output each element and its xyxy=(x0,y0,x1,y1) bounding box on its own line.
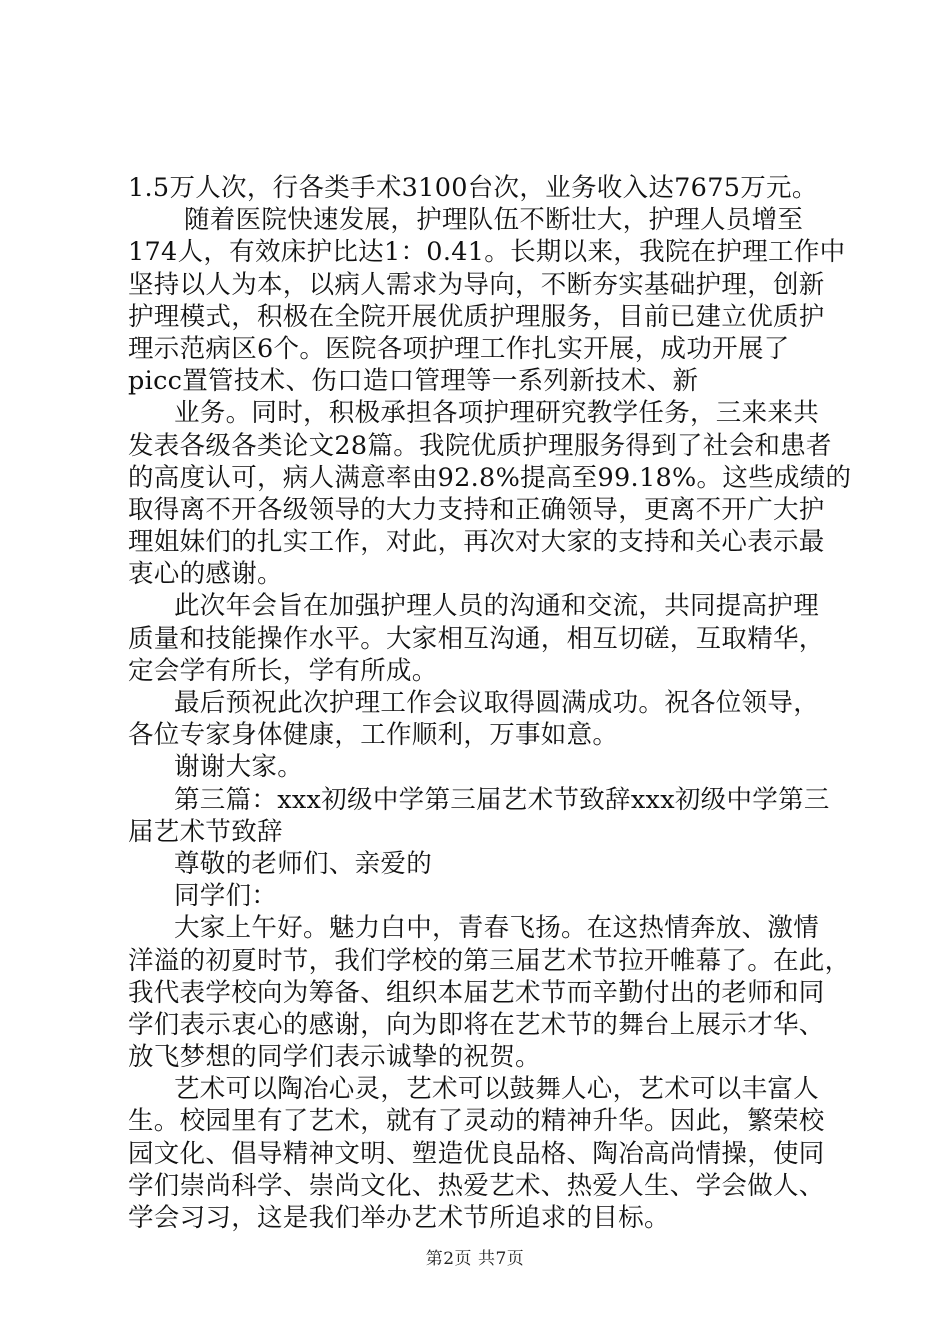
salutation-line: 尊敬的老师们、亲爱的 xyxy=(174,848,433,879)
salutation-line: 同学们： xyxy=(174,881,278,912)
text-line: 发表各级各类论文28篇。我院优质护理服务得到了社会和患者 xyxy=(128,430,832,461)
text-line: 理姐妹们的扎实工作，对此，再次对大家的支持和关心表示最 xyxy=(128,527,825,558)
text-line: 随着医院快速发展，护理队伍不断壮大，护理人员增至 xyxy=(184,205,804,236)
text-line: picc置管技术、伤口造口管理等一系列新技术、新 xyxy=(128,366,699,397)
text-line: 1.5万人次，行各类手术3100台次，业务收入达7675万元。 xyxy=(128,173,818,203)
text-line: 质量和技能操作水平。大家相互沟通，相互切磋，互取精华， xyxy=(128,623,825,654)
text-line: 取得离不开各级领导的大力支持和正确领导，更离不开广大护 xyxy=(128,494,825,525)
section-heading: 第三篇：xxx初级中学第三届艺术节致辞xxx初级中学第三 xyxy=(174,784,830,815)
text-line: 衷心的感谢。 xyxy=(128,559,283,590)
text-line: 园文化、倡导精神文明、塑造优良品格、陶冶高尚情操，使同 xyxy=(128,1138,825,1169)
text-line: 洋溢的初夏时节，我们学校的第三届艺术节拉开帷幕了。在此， xyxy=(128,945,851,976)
text-line: 大家上午好。魅力白中，青春飞扬。在这热情奔放、激情 xyxy=(174,913,820,944)
text-line: 业务。同时，积极承担各项护理研究教学任务，三来来共 xyxy=(174,398,820,429)
text-line: 坚持以人为本，以病人需求为导向，不断夯实基础护理，创新 xyxy=(128,269,825,300)
text-line: 学会习习，这是我们举办艺术节所追求的目标。 xyxy=(128,1203,670,1233)
text-line: 最后预祝此次护理工作会议取得圆满成功。祝各位领导， xyxy=(174,688,820,718)
text-line: 174人，有效床护比达1：0.41。长期以来，我院在护理工作中 xyxy=(128,237,846,268)
text-line: 生。校园里有了艺术，就有了灵动的精神升华。因此，繁荣校 xyxy=(128,1106,825,1137)
text-line: 护理模式，积极在全院开展优质护理服务，目前已建立优质护 xyxy=(128,301,825,332)
text-line: 我代表学校向为筹备、组织本届艺术节而辛勤付出的老师和同 xyxy=(128,977,825,1008)
page-number-footer: 第2页 共7页 xyxy=(425,1249,525,1269)
section-heading-cont: 届艺术节致辞 xyxy=(128,816,283,847)
text-line: 学们崇尚科学、崇尚文化、热爱艺术、热爱人生、学会做人、 xyxy=(128,1170,825,1201)
text-line: 理示范病区6个。医院各项护理工作扎实开展，成功开展了 xyxy=(128,333,790,364)
text-line: 的高度认可，病人满意率由92.8%提高至99.18%。这些成绩的 xyxy=(128,462,852,493)
text-line: 学们表示衷心的感谢，向为即将在艺术节的舞台上展示才华、 xyxy=(128,1009,825,1040)
text-line: 此次年会旨在加强护理人员的沟通和交流，共同提高护理 xyxy=(174,591,820,622)
body-text xyxy=(128,172,852,1234)
text-line: 各位专家身体健康，工作顺利，万事如意。 xyxy=(128,720,619,751)
text-line: 定会学有所长，学有所成。 xyxy=(128,655,438,686)
text-line: 谢谢大家。 xyxy=(174,752,304,783)
text-line: 艺术可以陶冶心灵，艺术可以鼓舞人心，艺术可以丰富人 xyxy=(174,1074,820,1105)
text-line: 放飞梦想的同学们表示诚挚的祝贺。 xyxy=(128,1042,541,1073)
